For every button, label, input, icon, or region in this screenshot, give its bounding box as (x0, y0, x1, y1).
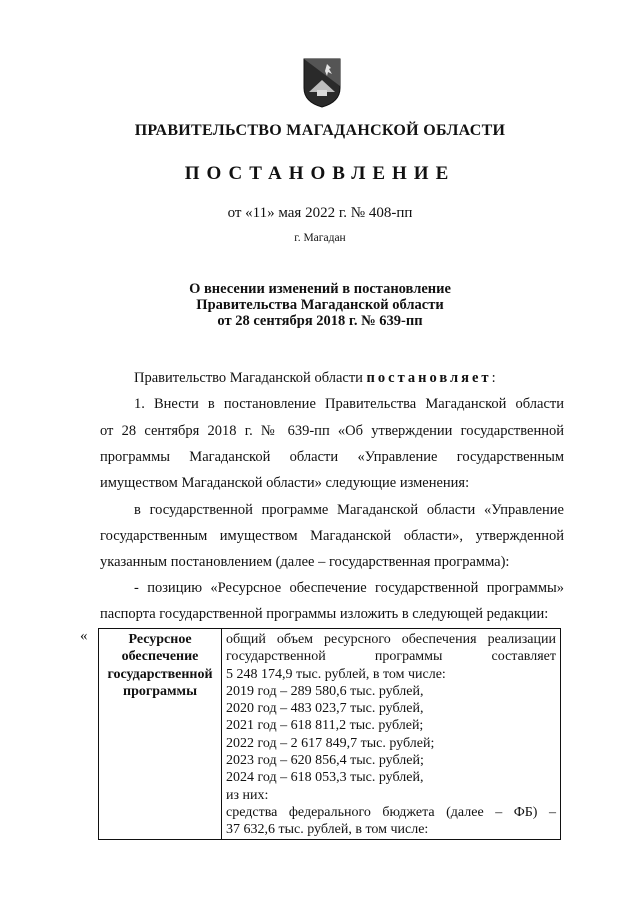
paragraph-line: государственным имуществом Магаданской области», утвержденной (100, 528, 564, 544)
table-row (99, 629, 561, 840)
label-line: программы (123, 683, 197, 699)
intro-keyword: постановляет (366, 370, 492, 386)
label-line: Ресурсное (128, 632, 192, 647)
value-line: средства федерального бюджета (далее – ФБ) – (226, 804, 556, 820)
label-line: государственной (107, 666, 213, 682)
document-type: ПОСТАНОВЛЕНИЕ (184, 163, 456, 184)
resource-label-cell (99, 629, 222, 840)
paragraph-line: 1. Внести в постановление Правительства Магаданской области (134, 396, 564, 412)
value-line: 2022 год – 2 617 849,7 тыс. рублей; (226, 735, 435, 751)
resource-table (98, 628, 561, 840)
open-quote: « (80, 628, 88, 644)
date-number: от «11» мая 2022 г. № 408-пп (227, 205, 413, 221)
paragraph-line: в государственной программе Магаданской области «Управление (134, 502, 564, 518)
subject-line: О внесении изменений в постановление (189, 281, 451, 297)
value-line: 2023 год – 620 856,4 тыс. рублей; (226, 753, 424, 769)
intro-prefix: Правительство Магаданской области (134, 370, 363, 386)
government-title: ПРАВИТЕЛЬСТВО МАГАДАНСКОЙ ОБЛАСТИ (134, 122, 506, 139)
paragraph-line: указанным постановлением (далее – государственная программа): (100, 554, 510, 570)
value-line: 2020 год – 483 023,7 тыс. рублей, (226, 701, 424, 717)
coat-of-arms-icon (303, 58, 341, 108)
resource-value-cell (222, 629, 561, 840)
intro-suffix: : (491, 370, 496, 386)
paragraph-line: программы Магаданской области «Управление государственным (100, 449, 564, 465)
paragraph-line: - позицию «Ресурсное обеспечение государственной программы» (134, 580, 564, 596)
subject-line: Правительства Магаданской области (196, 297, 444, 313)
value-line: из них: (226, 787, 269, 803)
paragraph-line: от 28 сентября 2018 г. № 639-пп «Об утверждении государственной (100, 423, 564, 439)
document-subject (0, 281, 640, 329)
value-line: государственной программы составляет (226, 649, 556, 665)
paragraph-line: паспорта государственной программы изложить в следующей редакции: (100, 606, 549, 622)
value-line: общий объем ресурсного обеспечения реализации (226, 632, 556, 647)
subject-line: от 28 сентября 2018 г. № 639-пп (217, 313, 423, 329)
value-line: 37 632,6 тыс. рублей, в том числе: (226, 822, 429, 838)
value-line: 5 248 174,9 тыс. рублей, в том числе: (226, 666, 446, 682)
city: г. Магадан (294, 232, 346, 244)
label-line: обеспечение (121, 649, 199, 665)
value-line: 2024 год – 618 053,3 тыс. рублей, (226, 770, 424, 786)
value-line: 2021 год – 618 811,2 тыс. рублей; (226, 718, 424, 734)
paragraph-line: имуществом Магаданской области» следующие изменения: (100, 475, 470, 491)
value-line: 2019 год – 289 580,6 тыс. рублей, (226, 683, 424, 699)
intro-line (134, 369, 496, 387)
